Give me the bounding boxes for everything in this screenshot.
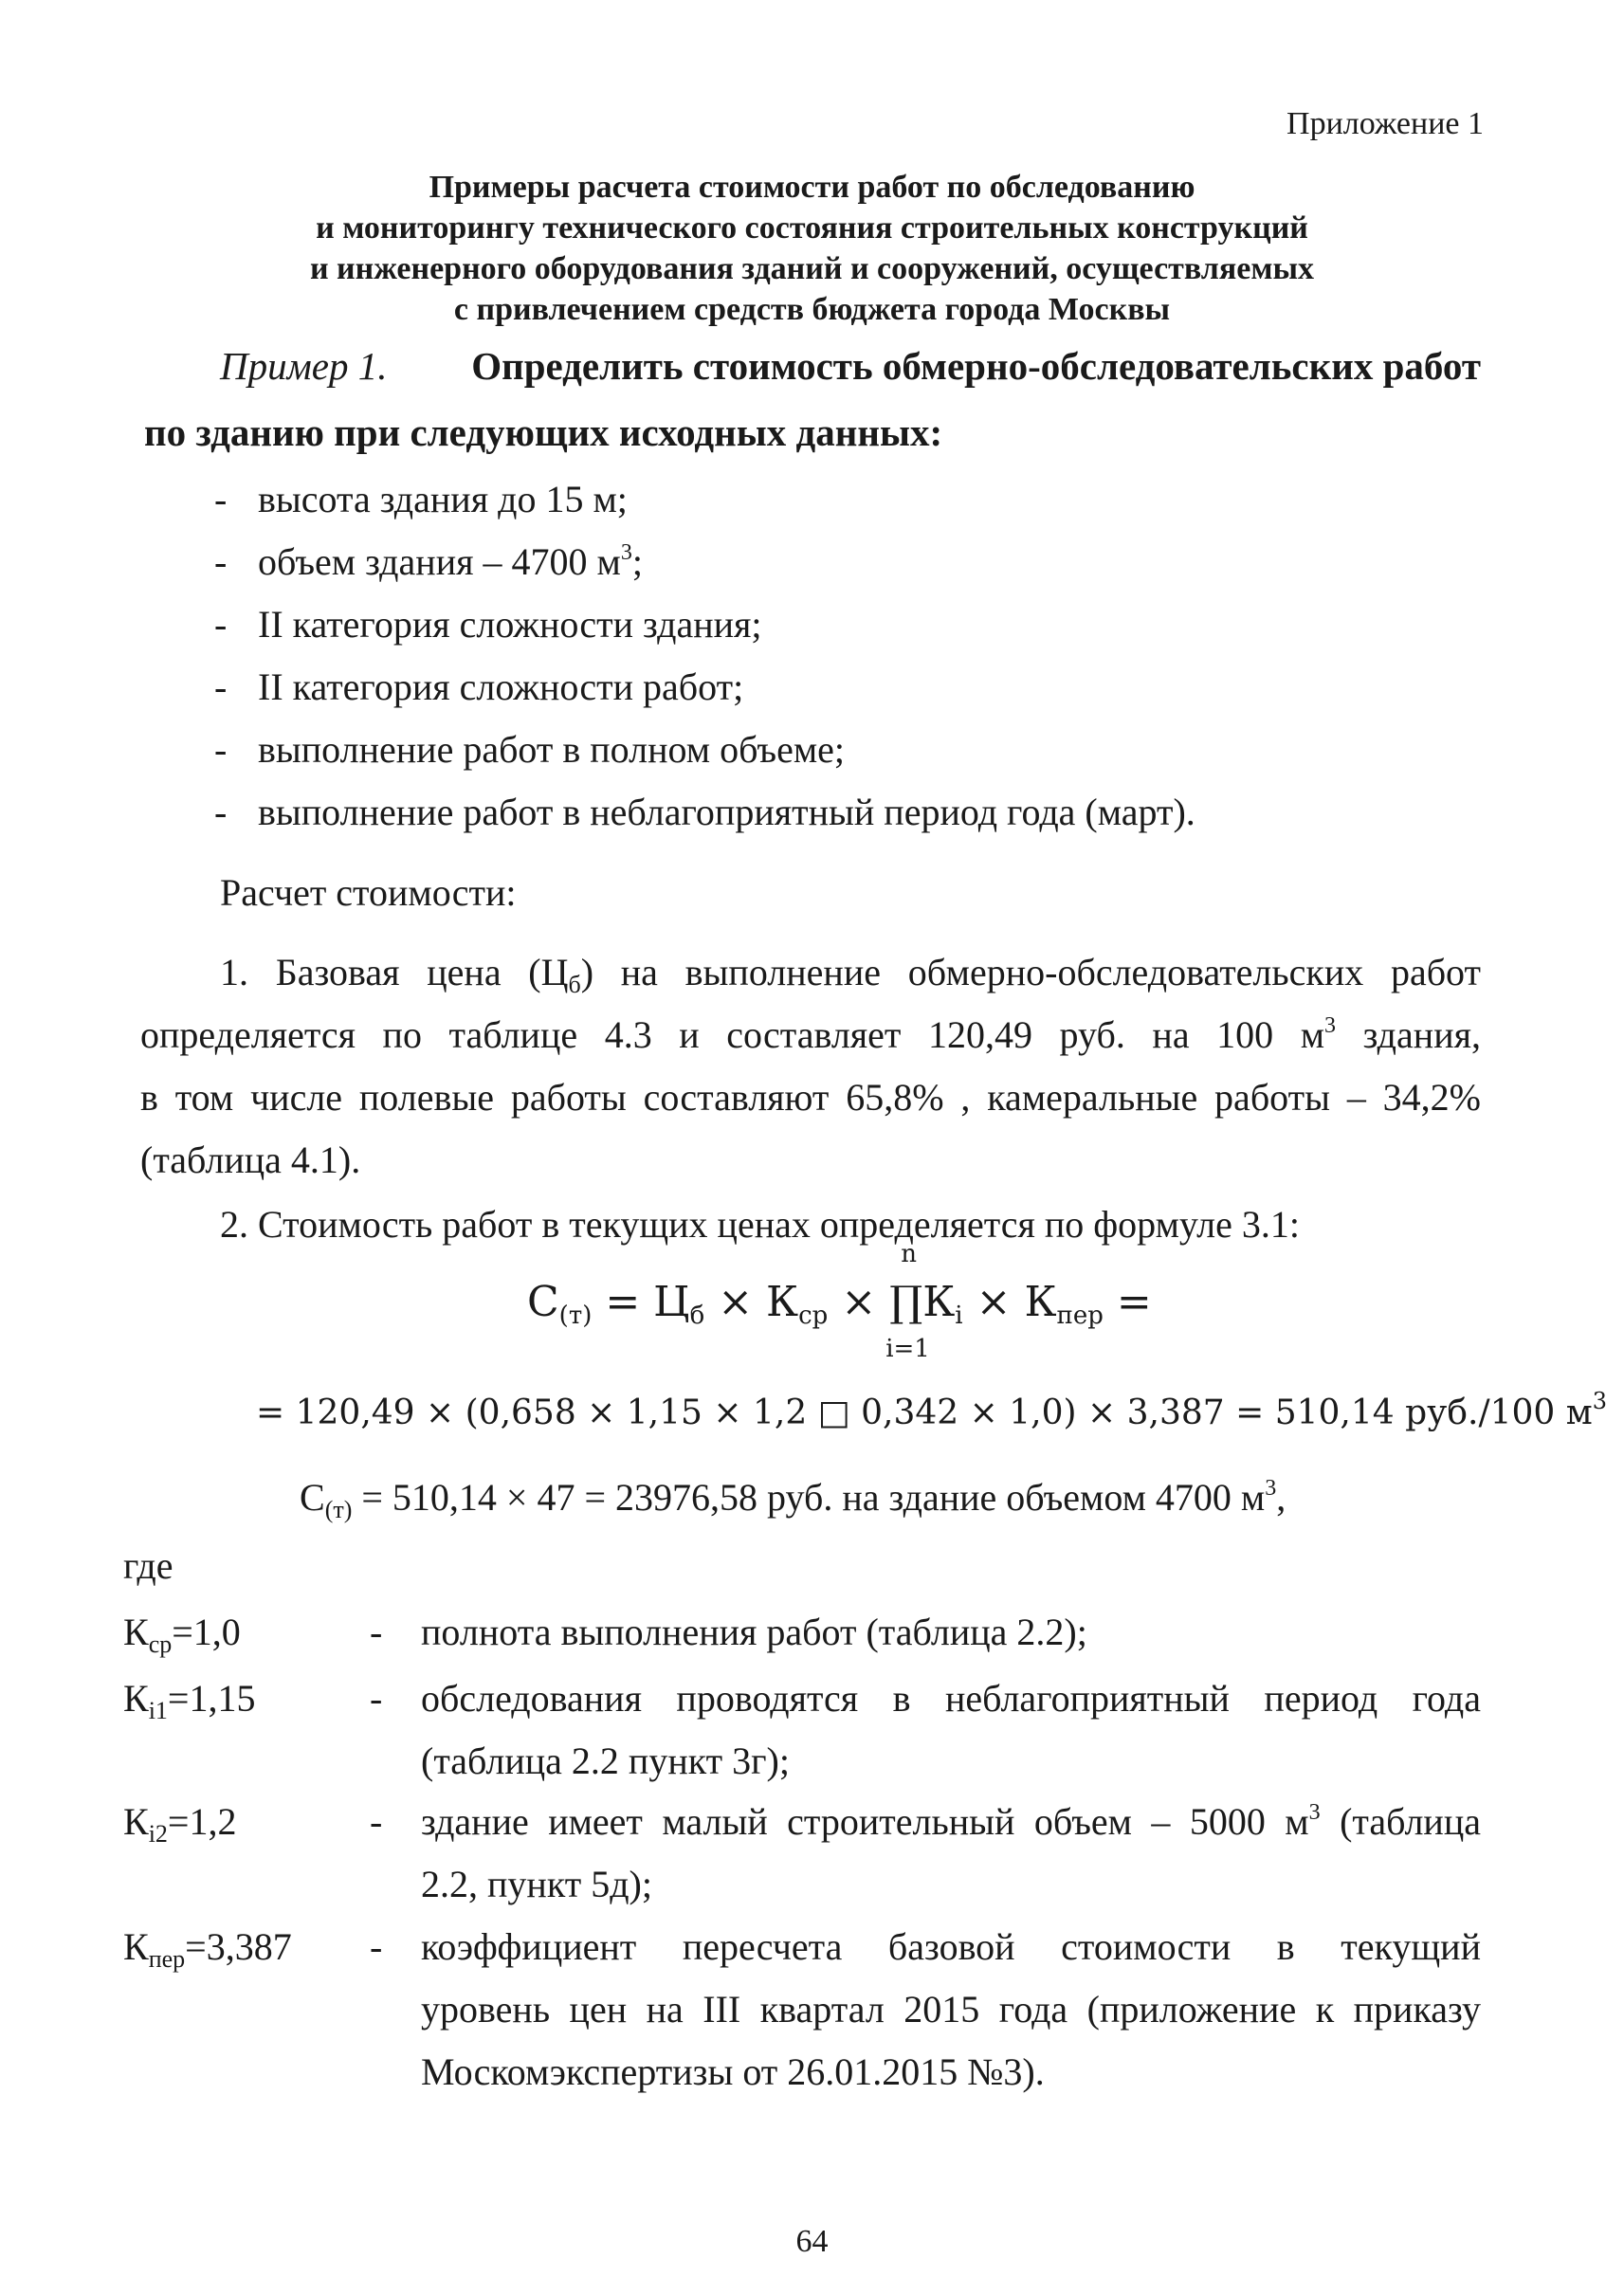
coefficient-description: обследования проводятся в неблагоприятный период года bbox=[421, 1677, 1481, 1720]
superscript: 3 bbox=[1324, 1013, 1337, 1038]
text: = 510,14 × 47 = 23976,58 руб. на здание объемом 4700 м bbox=[352, 1476, 1266, 1519]
bullet-dash: - bbox=[214, 603, 228, 646]
text: ) на выполнение обмерно-обследовательских работ bbox=[580, 951, 1482, 993]
document-title bbox=[0, 167, 1624, 330]
example-heading bbox=[220, 343, 1481, 389]
paragraph-1-line bbox=[140, 1012, 1481, 1057]
superscript: 3 bbox=[1308, 1800, 1321, 1825]
condition-item bbox=[214, 539, 643, 584]
coefficient-description: полнота выполнения работ (таблица 2.2); bbox=[421, 1611, 1087, 1653]
subscript: i1 bbox=[148, 1697, 168, 1724]
text: × bbox=[828, 1278, 890, 1326]
formula-calculation bbox=[256, 1388, 1608, 1432]
superscript: 3 bbox=[620, 540, 632, 565]
coefficient-description: Москомэкспертизы от 26.01.2015 №3). bbox=[421, 2050, 1045, 2093]
text: (таблица bbox=[1320, 1800, 1481, 1843]
where-label: где bbox=[123, 1544, 173, 1587]
coefficient-dash: - bbox=[370, 1925, 383, 1968]
title-line: с привлечением средств бюджета города Москвы bbox=[453, 292, 1171, 327]
paragraph-1-line: в том числе полевые работы составляют 65,8% , камеральные работы – 34,2% bbox=[140, 1076, 1481, 1119]
condition-item bbox=[214, 790, 1195, 834]
text: = Ц bbox=[592, 1278, 690, 1326]
condition-text: II категория сложности работ; bbox=[258, 665, 744, 708]
text: С bbox=[527, 1278, 559, 1326]
condition-punct: ; bbox=[631, 540, 643, 583]
subscript: пер bbox=[1056, 1302, 1104, 1330]
text: определяется по таблице 4.3 и составляет 120,49 руб. на 100 м bbox=[140, 1013, 1325, 1056]
coefficient-description: (таблица 2.2 пункт 3г); bbox=[421, 1739, 790, 1782]
coefficient-description: коэффициент пересчета базовой стоимости в текущий bbox=[421, 1925, 1481, 1968]
paragraph-2: 2. Стоимость работ в текущих ценах определяется по формуле 3.1: bbox=[220, 1203, 1300, 1246]
product-symbol: ∏ bbox=[889, 1278, 923, 1326]
text: К bbox=[123, 1800, 149, 1843]
coefficient-description bbox=[421, 1799, 1481, 1844]
text: × К bbox=[962, 1278, 1057, 1326]
text: = bbox=[1103, 1278, 1152, 1326]
example-heading-line2: по зданию при следующих исходных данных: bbox=[144, 410, 943, 454]
example-heading-text: Определить стоимость обмерно-обследовательских работ bbox=[471, 344, 1481, 388]
product-upper: n bbox=[901, 1240, 917, 1268]
text: здания, bbox=[1336, 1013, 1481, 1056]
coefficient-description: 2.2, пункт 5д); bbox=[421, 1863, 652, 1905]
product-lower: i=1 bbox=[885, 1335, 930, 1363]
condition-text: высота здания до 15 м; bbox=[258, 478, 628, 520]
condition-item bbox=[214, 477, 628, 521]
annex-label: Приложение 1 bbox=[1286, 106, 1484, 141]
text: =1,15 bbox=[167, 1677, 256, 1720]
condition-text: II категория сложности здания; bbox=[258, 603, 762, 646]
subscript: б bbox=[689, 1302, 705, 1330]
paragraph-1-line: (таблица 4.1). bbox=[140, 1138, 361, 1181]
condition-item bbox=[214, 727, 845, 772]
subscript: i bbox=[955, 1302, 963, 1330]
text: =1,2 bbox=[167, 1800, 237, 1843]
text: К bbox=[123, 1925, 149, 1968]
superscript: 3 bbox=[1265, 1476, 1277, 1501]
coefficient-name bbox=[123, 1610, 241, 1658]
text: = 120,49 × (0,658 × 1,15 × 1,2 □ 0,342 × 1,0) × 3,387 = 510,14 руб./100 м bbox=[256, 1393, 1593, 1432]
condition-item bbox=[214, 665, 743, 709]
text: К bbox=[123, 1611, 149, 1653]
condition-text: объем здания – 4700 м bbox=[258, 540, 621, 583]
text: × К bbox=[704, 1278, 799, 1326]
text: 1. Базовая цена (Ц bbox=[220, 951, 569, 993]
superscript: 3 bbox=[1592, 1388, 1608, 1414]
coefficient-name bbox=[123, 1676, 256, 1724]
bullet-dash: - bbox=[214, 728, 228, 771]
subscript: ср bbox=[798, 1302, 829, 1330]
page-number: 64 bbox=[795, 2224, 829, 2259]
text: =3,387 bbox=[185, 1925, 292, 1968]
formula-cost bbox=[527, 1240, 1152, 1363]
subscript: (т) bbox=[324, 1496, 353, 1523]
coefficient-dash: - bbox=[370, 1611, 383, 1653]
text: К bbox=[123, 1677, 149, 1720]
title-line: и мониторингу технического состояния строительных конструкций bbox=[316, 210, 1308, 246]
coefficient-dash: - bbox=[370, 1800, 383, 1843]
text: К bbox=[922, 1278, 956, 1326]
coefficient-description: уровень цен на III квартал 2015 года (приложение к приказу bbox=[421, 1988, 1481, 2031]
calc-heading: Расчет стоимости: bbox=[220, 871, 517, 914]
condition-item bbox=[214, 602, 762, 647]
text: =1,0 bbox=[172, 1611, 241, 1653]
example-label: Пример 1. bbox=[220, 344, 388, 388]
bullet-dash: - bbox=[214, 791, 228, 833]
text: С bbox=[300, 1476, 325, 1519]
text: , bbox=[1276, 1476, 1286, 1519]
title-line: Примеры расчета стоимости работ по обследованию bbox=[429, 170, 1195, 205]
coefficient-name bbox=[123, 1799, 237, 1848]
subscript: ср bbox=[148, 1630, 173, 1658]
bullet-dash: - bbox=[214, 540, 228, 583]
formula-total bbox=[300, 1475, 1286, 1523]
bullet-dash: - bbox=[214, 478, 228, 520]
subscript: (т) bbox=[558, 1302, 593, 1330]
bullet-dash: - bbox=[214, 665, 228, 708]
coefficient-name bbox=[123, 1924, 292, 1973]
subscript: i2 bbox=[148, 1820, 168, 1848]
paragraph-1-line bbox=[220, 950, 1482, 998]
title-line: и инженерного оборудования зданий и сооружений, осуществляемых bbox=[309, 251, 1315, 286]
subscript: пер bbox=[148, 1945, 186, 1973]
coefficient-dash: - bbox=[370, 1677, 383, 1720]
product-operator bbox=[885, 1240, 930, 1363]
text: здание имеет малый строительный объем – 5000 м bbox=[421, 1800, 1309, 1843]
condition-text: выполнение работ в неблагоприятный период года (март). bbox=[258, 791, 1195, 833]
subscript: б bbox=[568, 971, 581, 998]
condition-text: выполнение работ в полном объеме; bbox=[258, 728, 846, 771]
